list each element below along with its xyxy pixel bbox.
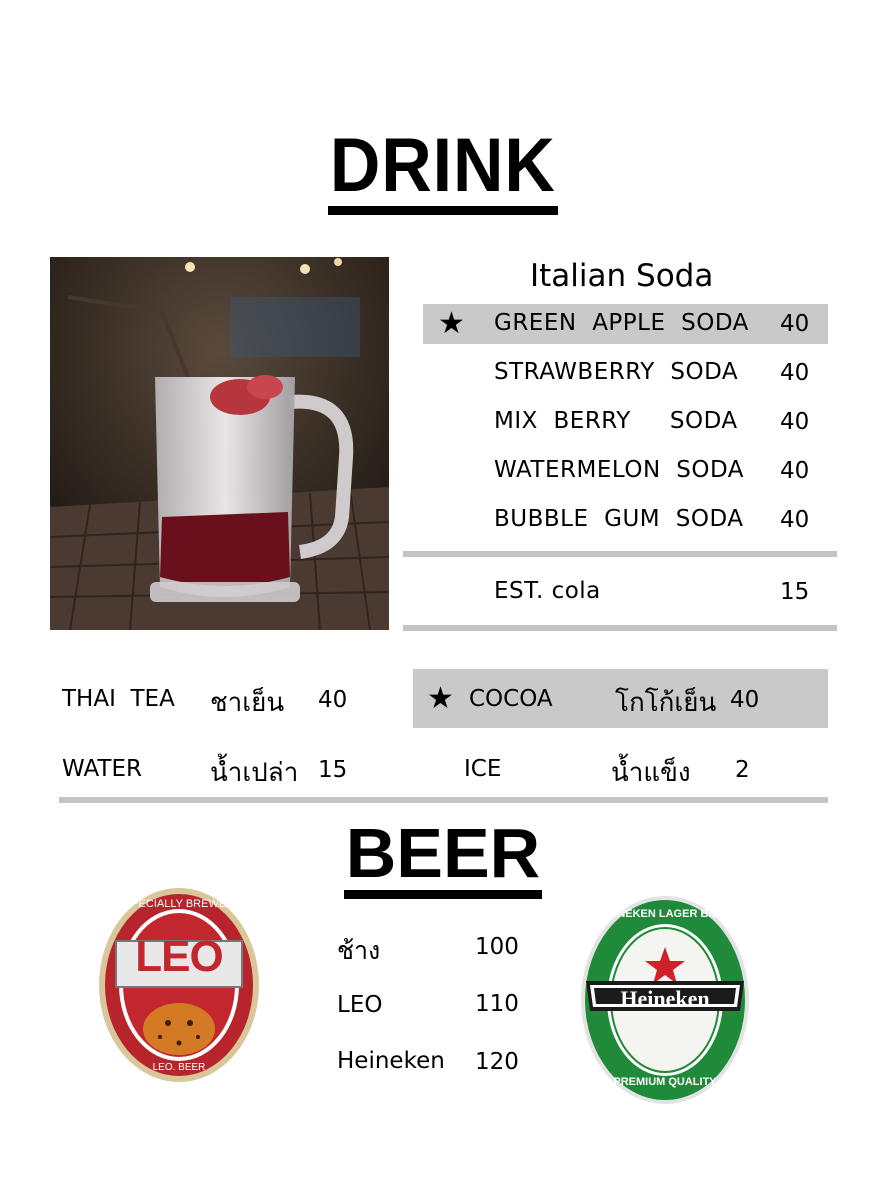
soda-name: WATERMELON SODA — [494, 457, 745, 483]
soda-name: MIX BERRY SODA — [494, 408, 738, 434]
drink-thai-name: โกโก้เย็น — [615, 688, 717, 718]
beer-price: 100 — [475, 934, 519, 960]
star-icon: ★ — [438, 306, 465, 341]
drink-price: 15 — [318, 757, 348, 783]
drink-thai-name: น้ำเปล่า — [210, 758, 299, 788]
drink-name: ICE — [464, 756, 502, 782]
soda-price: 40 — [780, 311, 810, 337]
soda-price: 40 — [780, 409, 810, 435]
beer-name: LEO — [337, 992, 383, 1018]
drink-name: WATER — [62, 756, 142, 782]
beer-price: 120 — [475, 1049, 519, 1075]
soda-name: STRAWBERRY SODA — [494, 359, 739, 385]
drink-thai-name: น้ำแข็ง — [611, 758, 691, 788]
leo-logo-bottom-text: LEO. BEER — [152, 1062, 206, 1073]
beer-name: ช้าง — [337, 936, 381, 965]
soda-name: GREEN APPLE SODA — [494, 310, 749, 336]
divider — [59, 797, 828, 803]
divider — [403, 625, 837, 631]
drink-price: 40 — [318, 687, 348, 713]
soda-price: 40 — [780, 458, 810, 484]
drink-name: THAI TEA — [62, 686, 175, 712]
cola-price: 15 — [780, 579, 810, 605]
cola-name: EST. cola — [494, 578, 601, 604]
drink-name: COCOA — [469, 686, 553, 712]
drink-heading: DRINK — [0, 128, 886, 215]
beer-price: 110 — [475, 991, 519, 1017]
leo-logo — [98, 887, 260, 1083]
soda-name: BUBBLE GUM SODA — [494, 506, 744, 532]
star-icon: ★ — [427, 681, 454, 716]
heineken-logo-bottom-text: PREMIUM QUALITY — [613, 1076, 717, 1088]
beer-heading: BEER — [0, 818, 886, 899]
drink-thai-name: ชาเย็น — [210, 688, 285, 718]
soda-photo — [50, 257, 389, 630]
divider — [403, 551, 837, 557]
leo-logo-top-text: SPECIALLY BREWED — [123, 898, 235, 910]
drink-price: 2 — [735, 757, 750, 783]
leo-logo-main-text: LEO — [135, 932, 223, 981]
soda-price: 40 — [780, 507, 810, 533]
italian-soda-title: Italian Soda — [530, 258, 714, 294]
soda-price: 40 — [780, 360, 810, 386]
drink-price: 40 — [730, 687, 760, 713]
heineken-logo-top-text: HEINEKEN LAGER BEER — [598, 908, 732, 920]
heineken-logo-main-text: Heineken — [620, 986, 710, 1011]
beer-name: Heineken — [337, 1048, 445, 1074]
